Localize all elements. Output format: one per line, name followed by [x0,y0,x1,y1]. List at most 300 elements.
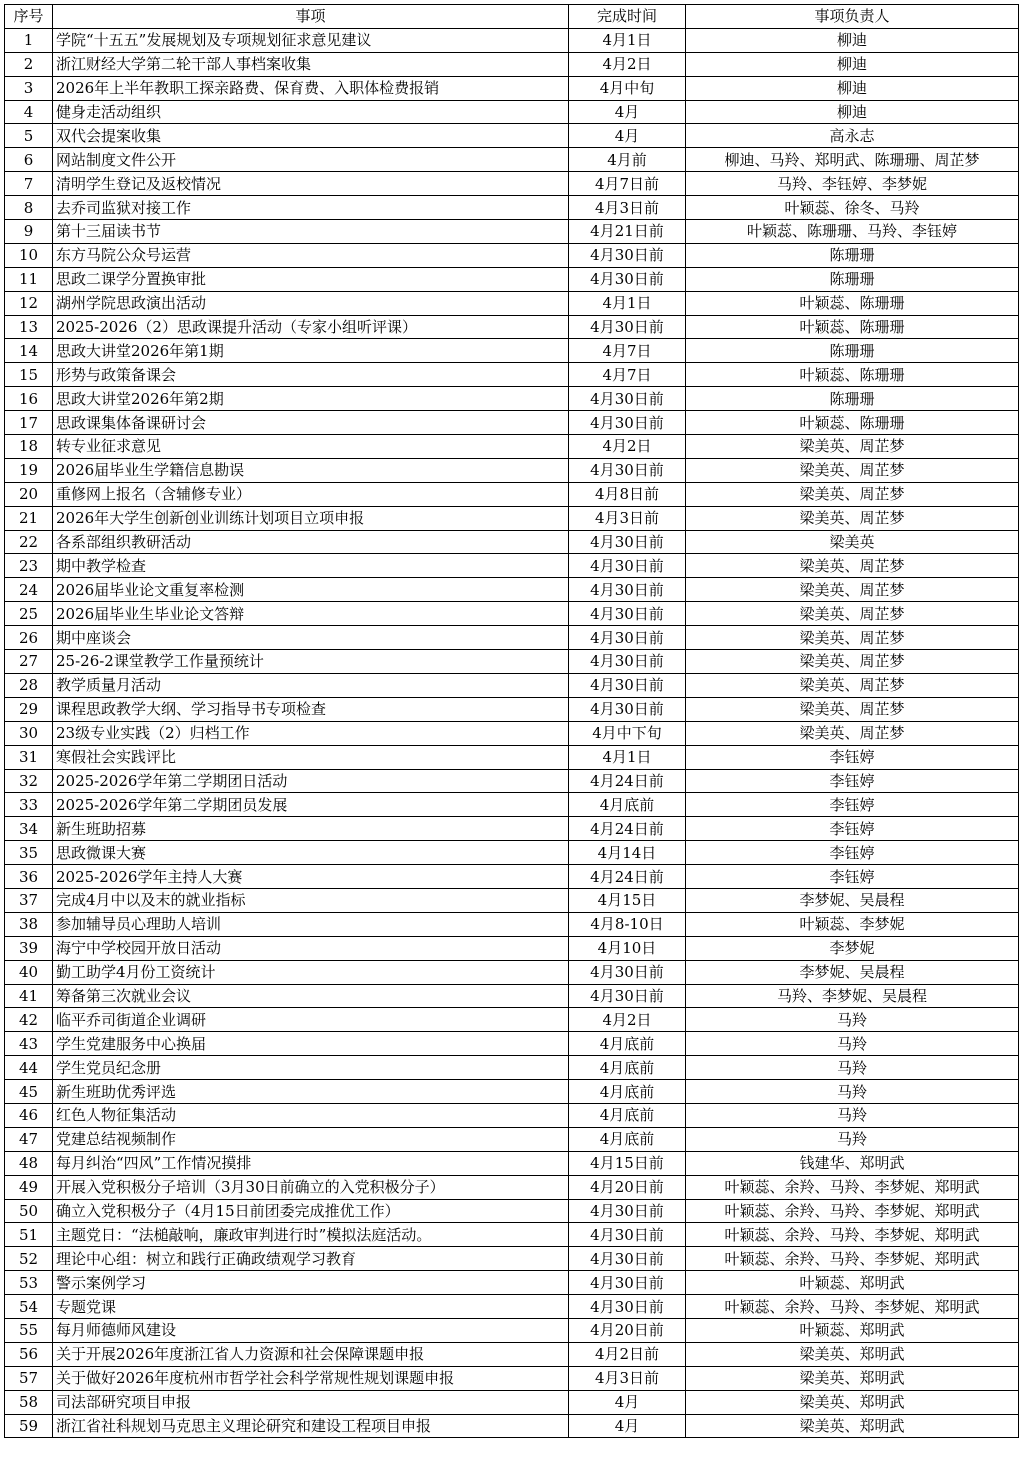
row-item: 各系部组织教研活动 [53,530,569,554]
row-item: 完成4月中以及末的就业指标 [53,888,569,912]
row-number: 34 [5,817,53,841]
row-item: 重修网上报名（含辅修专业） [53,482,569,506]
row-owner: 马羚 [686,1127,1019,1151]
row-time: 4月2日 [569,435,686,459]
table-row [5,1056,1019,1080]
row-item: 东方马院公众号运营 [53,243,569,267]
row-owner: 马羚、李梦妮、吴晨程 [686,984,1019,1008]
row-time: 4月3日前 [569,1366,686,1390]
row-time: 4月 [569,124,686,148]
row-number: 29 [5,697,53,721]
row-owner: 陈珊珊 [686,339,1019,363]
row-number: 25 [5,602,53,626]
row-time: 4月30日前 [569,554,686,578]
row-item: 2025-2026学年第二学期团员发展 [53,793,569,817]
row-time: 4月2日前 [569,1342,686,1366]
row-number: 54 [5,1295,53,1319]
table-row [5,172,1019,196]
row-time: 4月3日前 [569,506,686,530]
row-number: 26 [5,626,53,650]
row-item: 课程思政教学大纲、学习指导书专项检查 [53,697,569,721]
table-row [5,1295,1019,1319]
row-time: 4月30日前 [569,1223,686,1247]
row-number: 21 [5,506,53,530]
row-item: 警示案例学习 [53,1271,569,1295]
row-item: 参加辅导员心理助人培训 [53,912,569,936]
row-time: 4月30日前 [569,387,686,411]
row-owner: 叶颖蕊、余羚、马羚、李梦妮、郑明武 [686,1247,1019,1271]
row-time: 4月1日 [569,291,686,315]
table-row [5,1008,1019,1032]
row-number: 11 [5,267,53,291]
row-number: 51 [5,1223,53,1247]
row-time: 4月1日 [569,28,686,52]
row-owner: 柳迪 [686,28,1019,52]
row-item: 期中座谈会 [53,626,569,650]
table-row [5,1103,1019,1127]
row-item: 关于开展2026年度浙江省人力资源和社会保障课题申报 [53,1342,569,1366]
table-row [5,482,1019,506]
table-row [5,769,1019,793]
row-number: 55 [5,1318,53,1342]
table-row [5,865,1019,889]
row-number: 56 [5,1342,53,1366]
row-number: 17 [5,411,53,435]
row-time: 4月前 [569,148,686,172]
row-time: 4月2日 [569,1008,686,1032]
row-number: 30 [5,721,53,745]
row-number: 23 [5,554,53,578]
row-item: 网站制度文件公开 [53,148,569,172]
row-time: 4月3日前 [569,196,686,220]
row-owner: 梁美英、周芷梦 [686,697,1019,721]
table-row [5,148,1019,172]
row-time: 4月24日前 [569,769,686,793]
row-number: 18 [5,435,53,459]
table-row [5,1366,1019,1390]
row-item: 学院“十五五”发展规划及专项规划征求意见建议 [53,28,569,52]
row-time: 4月30日前 [569,530,686,554]
row-item: 每月师德师风建设 [53,1318,569,1342]
row-number: 7 [5,172,53,196]
row-owner: 钱建华、郑明武 [686,1151,1019,1175]
table-row [5,1199,1019,1223]
row-number: 14 [5,339,53,363]
row-time: 4月30日前 [569,1271,686,1295]
row-item: 清明学生登记及返校情况 [53,172,569,196]
row-owner: 李钰婷 [686,841,1019,865]
row-owner: 梁美英、郑明武 [686,1390,1019,1414]
row-time: 4月24日前 [569,817,686,841]
row-time: 4月30日前 [569,578,686,602]
row-owner: 梁美英、周芷梦 [686,554,1019,578]
row-item: 关于做好2026年度杭州市哲学社会科学常规性规划课题申报 [53,1366,569,1390]
table-row [5,817,1019,841]
header-no: 序号 [5,5,53,29]
row-number: 40 [5,960,53,984]
row-time: 4月15日前 [569,1151,686,1175]
table-row [5,1223,1019,1247]
row-time: 4月中旬 [569,76,686,100]
row-owner: 梁美英、周芷梦 [686,435,1019,459]
row-time: 4月7日 [569,363,686,387]
row-item: 健身走活动组织 [53,100,569,124]
row-item: 红色人物征集活动 [53,1103,569,1127]
row-number: 38 [5,912,53,936]
row-time: 4月14日 [569,841,686,865]
row-owner: 叶颖蕊、余羚、马羚、李梦妮、郑明武 [686,1295,1019,1319]
table-row [5,1414,1019,1438]
row-time: 4月1日 [569,745,686,769]
row-number: 15 [5,363,53,387]
row-item: 期中教学检查 [53,554,569,578]
row-item: 新生班助优秀评选 [53,1080,569,1104]
row-owner: 柳迪 [686,76,1019,100]
row-item: 25-26-2课堂教学工作量预统计 [53,650,569,674]
row-time: 4月15日 [569,888,686,912]
table-row [5,1390,1019,1414]
row-time: 4月10日 [569,936,686,960]
row-number: 43 [5,1032,53,1056]
row-number: 46 [5,1103,53,1127]
table-row [5,411,1019,435]
row-item: 主题党日：“法槌敲响，廉政审判进行时”模拟法庭活动。 [53,1223,569,1247]
row-item: 去乔司监狱对接工作 [53,196,569,220]
row-number: 4 [5,100,53,124]
row-owner: 李钰婷 [686,769,1019,793]
row-owner: 梁美英、周芷梦 [686,482,1019,506]
row-item: 2026年大学生创新创业训练计划项目立项申报 [53,506,569,530]
row-owner: 李钰婷 [686,745,1019,769]
row-owner: 马羚 [686,1103,1019,1127]
header-item: 事项 [53,5,569,29]
row-owner: 马羚、李钰婷、李梦妮 [686,172,1019,196]
row-item: 海宁中学校园开放日活动 [53,936,569,960]
row-owner: 梁美英、周芷梦 [686,578,1019,602]
table-row [5,602,1019,626]
table-row [5,673,1019,697]
row-time: 4月24日前 [569,865,686,889]
table-row [5,745,1019,769]
row-item: 浙江省社科规划马克思主义理论研究和建设工程项目申报 [53,1414,569,1438]
row-number: 39 [5,936,53,960]
row-owner: 叶颖蕊、陈珊珊 [686,363,1019,387]
row-owner: 陈珊珊 [686,267,1019,291]
table-row [5,1318,1019,1342]
row-number: 48 [5,1151,53,1175]
row-time: 4月30日前 [569,602,686,626]
row-owner: 叶颖蕊、余羚、马羚、李梦妮、郑明武 [686,1223,1019,1247]
row-item: 2025-2026（2）思政课提升活动（专家小组听评课） [53,315,569,339]
row-item: 2026年上半年教职工探亲路费、保育费、入职体检费报销 [53,76,569,100]
row-number: 9 [5,220,53,244]
row-owner: 柳迪 [686,100,1019,124]
table-row [5,267,1019,291]
row-time: 4月20日前 [569,1318,686,1342]
row-item: 形势与政策备课会 [53,363,569,387]
table-row [5,578,1019,602]
row-owner: 梁美英、周芷梦 [686,602,1019,626]
row-time: 4月30日前 [569,673,686,697]
table-row [5,339,1019,363]
row-item: 党建总结视频制作 [53,1127,569,1151]
row-number: 33 [5,793,53,817]
row-owner: 梁美英、周芷梦 [686,626,1019,650]
row-time: 4月底前 [569,1080,686,1104]
row-time: 4月底前 [569,1032,686,1056]
header-time: 完成时间 [569,5,686,29]
row-owner: 梁美英、郑明武 [686,1414,1019,1438]
table-row [5,196,1019,220]
table-row [5,841,1019,865]
row-owner: 马羚 [686,1080,1019,1104]
table-row [5,506,1019,530]
table-row [5,1032,1019,1056]
row-owner: 叶颖蕊、郑明武 [686,1318,1019,1342]
table-row [5,888,1019,912]
row-owner: 李梦妮、吴晨程 [686,888,1019,912]
table-row [5,76,1019,100]
row-time: 4月 [569,1390,686,1414]
row-item: 思政微课大赛 [53,841,569,865]
row-item: 思政大讲堂2026年第2期 [53,387,569,411]
row-time: 4月21日前 [569,220,686,244]
table-row [5,1127,1019,1151]
table-row [5,363,1019,387]
row-number: 57 [5,1366,53,1390]
row-number: 19 [5,458,53,482]
row-item: 筹备第三次就业会议 [53,984,569,1008]
row-time: 4月底前 [569,1127,686,1151]
table-row [5,124,1019,148]
row-owner: 梁美英 [686,530,1019,554]
row-item: 湖州学院思政演出活动 [53,291,569,315]
row-item: 勤工助学4月份工资统计 [53,960,569,984]
row-number: 58 [5,1390,53,1414]
row-time: 4月30日前 [569,267,686,291]
row-owner: 梁美英、周芷梦 [686,458,1019,482]
table-row [5,554,1019,578]
row-number: 59 [5,1414,53,1438]
row-number: 16 [5,387,53,411]
row-item: 每月纠治“四风”工作情况摸排 [53,1151,569,1175]
row-item: 司法部研究项目申报 [53,1390,569,1414]
table-row [5,793,1019,817]
table-row [5,697,1019,721]
row-item: 专题党课 [53,1295,569,1319]
table-row [5,1271,1019,1295]
row-item: 确立入党积极分子（4月15日前团委完成推优工作） [53,1199,569,1223]
row-time: 4月底前 [569,1056,686,1080]
row-time: 4月8日前 [569,482,686,506]
row-owner: 柳迪 [686,52,1019,76]
row-item: 思政课集体备课研讨会 [53,411,569,435]
row-number: 8 [5,196,53,220]
row-item: 开展入党积极分子培训（3月30日前确立的入党积极分子） [53,1175,569,1199]
row-time: 4月30日前 [569,315,686,339]
row-number: 24 [5,578,53,602]
row-owner: 陈珊珊 [686,387,1019,411]
row-owner: 叶颖蕊、徐冬、马羚 [686,196,1019,220]
row-owner: 叶颖蕊、郑明武 [686,1271,1019,1295]
row-number: 36 [5,865,53,889]
row-item: 理论中心组：树立和践行正确政绩观学习教育 [53,1247,569,1271]
row-number: 10 [5,243,53,267]
row-owner: 李钰婷 [686,817,1019,841]
row-time: 4月 [569,100,686,124]
row-number: 44 [5,1056,53,1080]
row-item: 寒假社会实践评比 [53,745,569,769]
row-owner: 梁美英、周芷梦 [686,650,1019,674]
row-owner: 叶颖蕊、李梦妮 [686,912,1019,936]
row-time: 4月30日前 [569,960,686,984]
row-time: 4月30日前 [569,697,686,721]
row-number: 28 [5,673,53,697]
table-row [5,243,1019,267]
row-owner: 李钰婷 [686,793,1019,817]
row-owner: 高永志 [686,124,1019,148]
table-row [5,28,1019,52]
table-row [5,912,1019,936]
row-item: 学生党员纪念册 [53,1056,569,1080]
row-time: 4月中下旬 [569,721,686,745]
row-number: 13 [5,315,53,339]
table-row [5,315,1019,339]
table-row [5,984,1019,1008]
row-time: 4月20日前 [569,1175,686,1199]
row-owner: 叶颖蕊、陈珊珊 [686,315,1019,339]
row-time: 4月30日前 [569,984,686,1008]
row-owner: 梁美英、郑明武 [686,1366,1019,1390]
table-row [5,626,1019,650]
table-row [5,1080,1019,1104]
row-owner: 梁美英、周芷梦 [686,721,1019,745]
row-time: 4月30日前 [569,1199,686,1223]
row-number: 41 [5,984,53,1008]
table-row [5,220,1019,244]
table-row [5,291,1019,315]
row-item: 思政二课学分置换审批 [53,267,569,291]
row-number: 5 [5,124,53,148]
row-owner: 李梦妮、吴晨程 [686,960,1019,984]
table-row [5,1342,1019,1366]
table-row [5,936,1019,960]
row-owner: 马羚 [686,1056,1019,1080]
row-owner: 叶颖蕊、陈珊珊 [686,291,1019,315]
table-row [5,650,1019,674]
table-row [5,1175,1019,1199]
row-time: 4月30日前 [569,411,686,435]
table-row [5,387,1019,411]
row-owner: 柳迪、马羚、郑明武、陈珊珊、周芷梦 [686,148,1019,172]
table-row [5,1151,1019,1175]
table-row [5,960,1019,984]
row-owner: 李梦妮 [686,936,1019,960]
row-number: 45 [5,1080,53,1104]
row-item: 浙江财经大学第二轮干部人事档案收集 [53,52,569,76]
row-number: 20 [5,482,53,506]
table-row [5,435,1019,459]
row-number: 31 [5,745,53,769]
row-number: 22 [5,530,53,554]
row-number: 12 [5,291,53,315]
row-number: 49 [5,1175,53,1199]
row-time: 4月底前 [569,1103,686,1127]
header-row [5,5,1019,29]
row-number: 52 [5,1247,53,1271]
row-time: 4月30日前 [569,458,686,482]
row-time: 4月8-10日 [569,912,686,936]
row-owner: 叶颖蕊、余羚、马羚、李梦妮、郑明武 [686,1175,1019,1199]
table-body [5,28,1019,1438]
row-owner: 陈珊珊 [686,243,1019,267]
row-item: 2025-2026学年第二学期团日活动 [53,769,569,793]
row-item: 临平乔司街道企业调研 [53,1008,569,1032]
row-time: 4月7日 [569,339,686,363]
row-owner: 叶颖蕊、陈珊珊、马羚、李钰婷 [686,220,1019,244]
row-number: 35 [5,841,53,865]
row-time: 4月30日前 [569,1247,686,1271]
row-time: 4月30日前 [569,650,686,674]
row-number: 42 [5,1008,53,1032]
row-item: 学生党建服务中心换届 [53,1032,569,1056]
table-row [5,458,1019,482]
row-item: 2026届毕业生学籍信息勘误 [53,458,569,482]
row-owner: 梁美英、周芷梦 [686,506,1019,530]
row-item: 23级专业实践（2）归档工作 [53,721,569,745]
row-number: 37 [5,888,53,912]
row-item: 第十三届读书节 [53,220,569,244]
table-row [5,721,1019,745]
row-number: 50 [5,1199,53,1223]
table-row [5,52,1019,76]
row-item: 思政大讲堂2026年第1期 [53,339,569,363]
row-time: 4月30日前 [569,243,686,267]
row-owner: 李钰婷 [686,865,1019,889]
table-row [5,1247,1019,1271]
row-owner: 叶颖蕊、余羚、马羚、李梦妮、郑明武 [686,1199,1019,1223]
row-time: 4月30日前 [569,626,686,650]
row-item: 2025-2026学年主持人大赛 [53,865,569,889]
row-owner: 马羚 [686,1008,1019,1032]
row-item: 2026届毕业论文重复率检测 [53,578,569,602]
row-time: 4月30日前 [569,1295,686,1319]
row-item: 转专业征求意见 [53,435,569,459]
row-owner: 梁美英、郑明武 [686,1342,1019,1366]
row-time: 4月7日前 [569,172,686,196]
row-time: 4月 [569,1414,686,1438]
row-number: 1 [5,28,53,52]
header-owner: 事项负责人 [686,5,1019,29]
row-item: 新生班助招募 [53,817,569,841]
row-owner: 梁美英、周芷梦 [686,673,1019,697]
row-time: 4月底前 [569,793,686,817]
row-number: 53 [5,1271,53,1295]
row-number: 6 [5,148,53,172]
row-item: 双代会提案收集 [53,124,569,148]
row-owner: 马羚 [686,1032,1019,1056]
row-number: 47 [5,1127,53,1151]
row-time: 4月2日 [569,52,686,76]
row-number: 32 [5,769,53,793]
table-row [5,100,1019,124]
row-owner: 叶颖蕊、陈珊珊 [686,411,1019,435]
row-item: 2026届毕业生毕业论文答辩 [53,602,569,626]
row-number: 2 [5,52,53,76]
table-row [5,530,1019,554]
row-number: 3 [5,76,53,100]
task-table [4,4,1019,1438]
